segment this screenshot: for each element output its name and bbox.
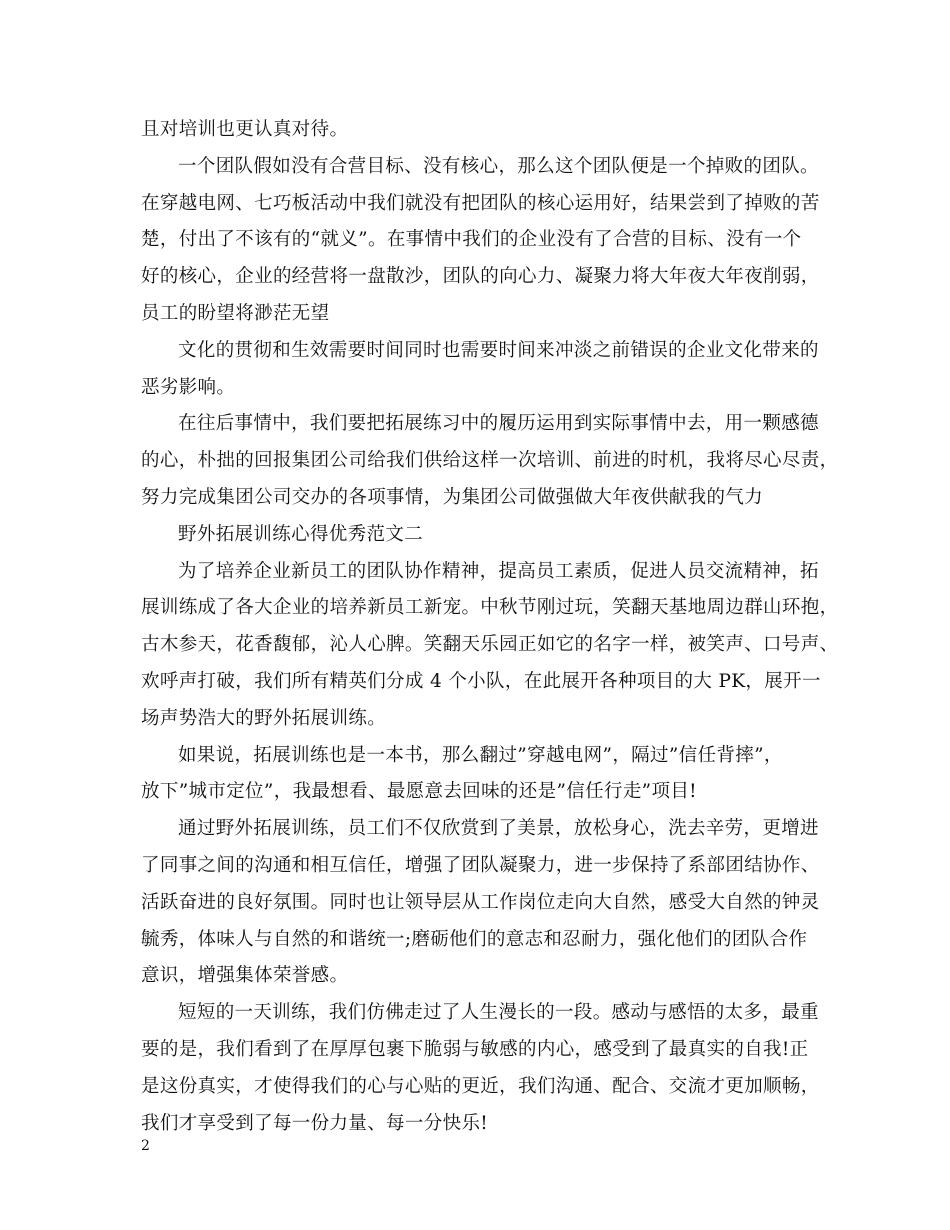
text-line: 放下”城市定位”，我最想看、最愿意去回味的还是”信任行走”项目! [141, 781, 697, 803]
text-line: 古木参天，花香馥郁，沁人心脾。笑翻天乐园正如它的名字一样，被笑声、口号声、 [141, 634, 839, 656]
text-line: 在往后事情中，我们要把拓展练习中的履历运用到实际事情中去，用一颗感德 [178, 413, 819, 435]
text-line: 意识，增强集体荣誉感。 [141, 965, 349, 987]
text-line: 在穿越电网、七巧板活动中我们就没有把团队的核心运用好，结果尝到了掉败的苦 [141, 192, 820, 214]
text-line: 楚，付出了不该有的“就义”。在事情中我们的企业没有了合营的目标、没有一个 [141, 229, 802, 251]
text-line: 要的是，我们看到了在厚厚包裹下脆弱与敏感的内心，感受到了最真实的自我!正 [141, 1038, 809, 1060]
text-line: 为了培养企业新员工的团队协作精神，提高员工素质，促进人员交流精神，拓 [178, 560, 819, 582]
text-line: 展训练成了各大企业的培养新员工新宠。中秋节刚过玩，笑翻天基地周边群山环抱， [141, 597, 839, 619]
page-number: 2 [141, 1138, 150, 1154]
text-line: 短短的一天训练，我们仿佛走过了人生漫长的一段。感动与感悟的太多，最重 [178, 1002, 819, 1024]
text-line: 场声势浩大的野外拓展训练。 [141, 707, 387, 729]
text-line: 如果说，拓展训练也是一本书，那么翻过”穿越电网”，隔过”信任背摔”， [178, 744, 783, 766]
text-line: 员工的盼望将渺茫无望 [141, 302, 330, 324]
text-line: 恶劣影响。 [141, 376, 236, 398]
text-line: 了同事之间的沟通和相互信任，增强了团队凝聚力，进一步保持了系部团结协作、 [141, 854, 820, 876]
document-body [141, 112, 839, 1142]
text-line: 野外拓展训练心得优秀范文二 [178, 523, 424, 545]
text-line: 文化的贯彻和生效需要时间同时也需要时间来冲淡之前错误的企业文化带来的 [178, 339, 819, 361]
text-line: 欢呼声打破，我们所有精英们分成 4 个小队，在此展开各种项目的大 PK，展开一 [141, 670, 821, 692]
text-line: 通过野外拓展训练，员工们不仅欣赏到了美景，放松身心，洗去辛劳，更增进 [178, 818, 819, 840]
text-line: 是这份真实，才使得我们的心与心贴的更近，我们沟通、配合、交流才更加顺畅， [141, 1075, 820, 1097]
text-line: 活跃奋进的良好氛围。同时也让领导层从工作岗位走向大自然，感受大自然的钟灵 [141, 891, 820, 913]
text-line: 毓秀，体味人与自然的和谐统一;磨砺他们的意志和忍耐力，强化他们的团队合作 [141, 928, 808, 950]
text-line: 我们才享受到了每一份力量、每一分快乐! [141, 1112, 489, 1134]
text-line: 努力完成集团公司交办的各项事情，为集团公司做强做大年夜供献我的气力 [141, 486, 764, 508]
text-line: 好的核心，企业的经营将一盘散沙，团队的向心力、凝聚力将大年夜大年夜削弱， [141, 266, 820, 288]
text-line: 的心，朴拙的回报集团公司给我们供给这样一次培训、前进的时机，我将尽心尽责， [141, 450, 839, 472]
text-line: 一个团队假如没有合营目标、没有核心，那么这个团队便是一个掉败的团队。 [178, 155, 819, 177]
text-line: 且对培训也更认真对待。 [141, 119, 349, 140]
